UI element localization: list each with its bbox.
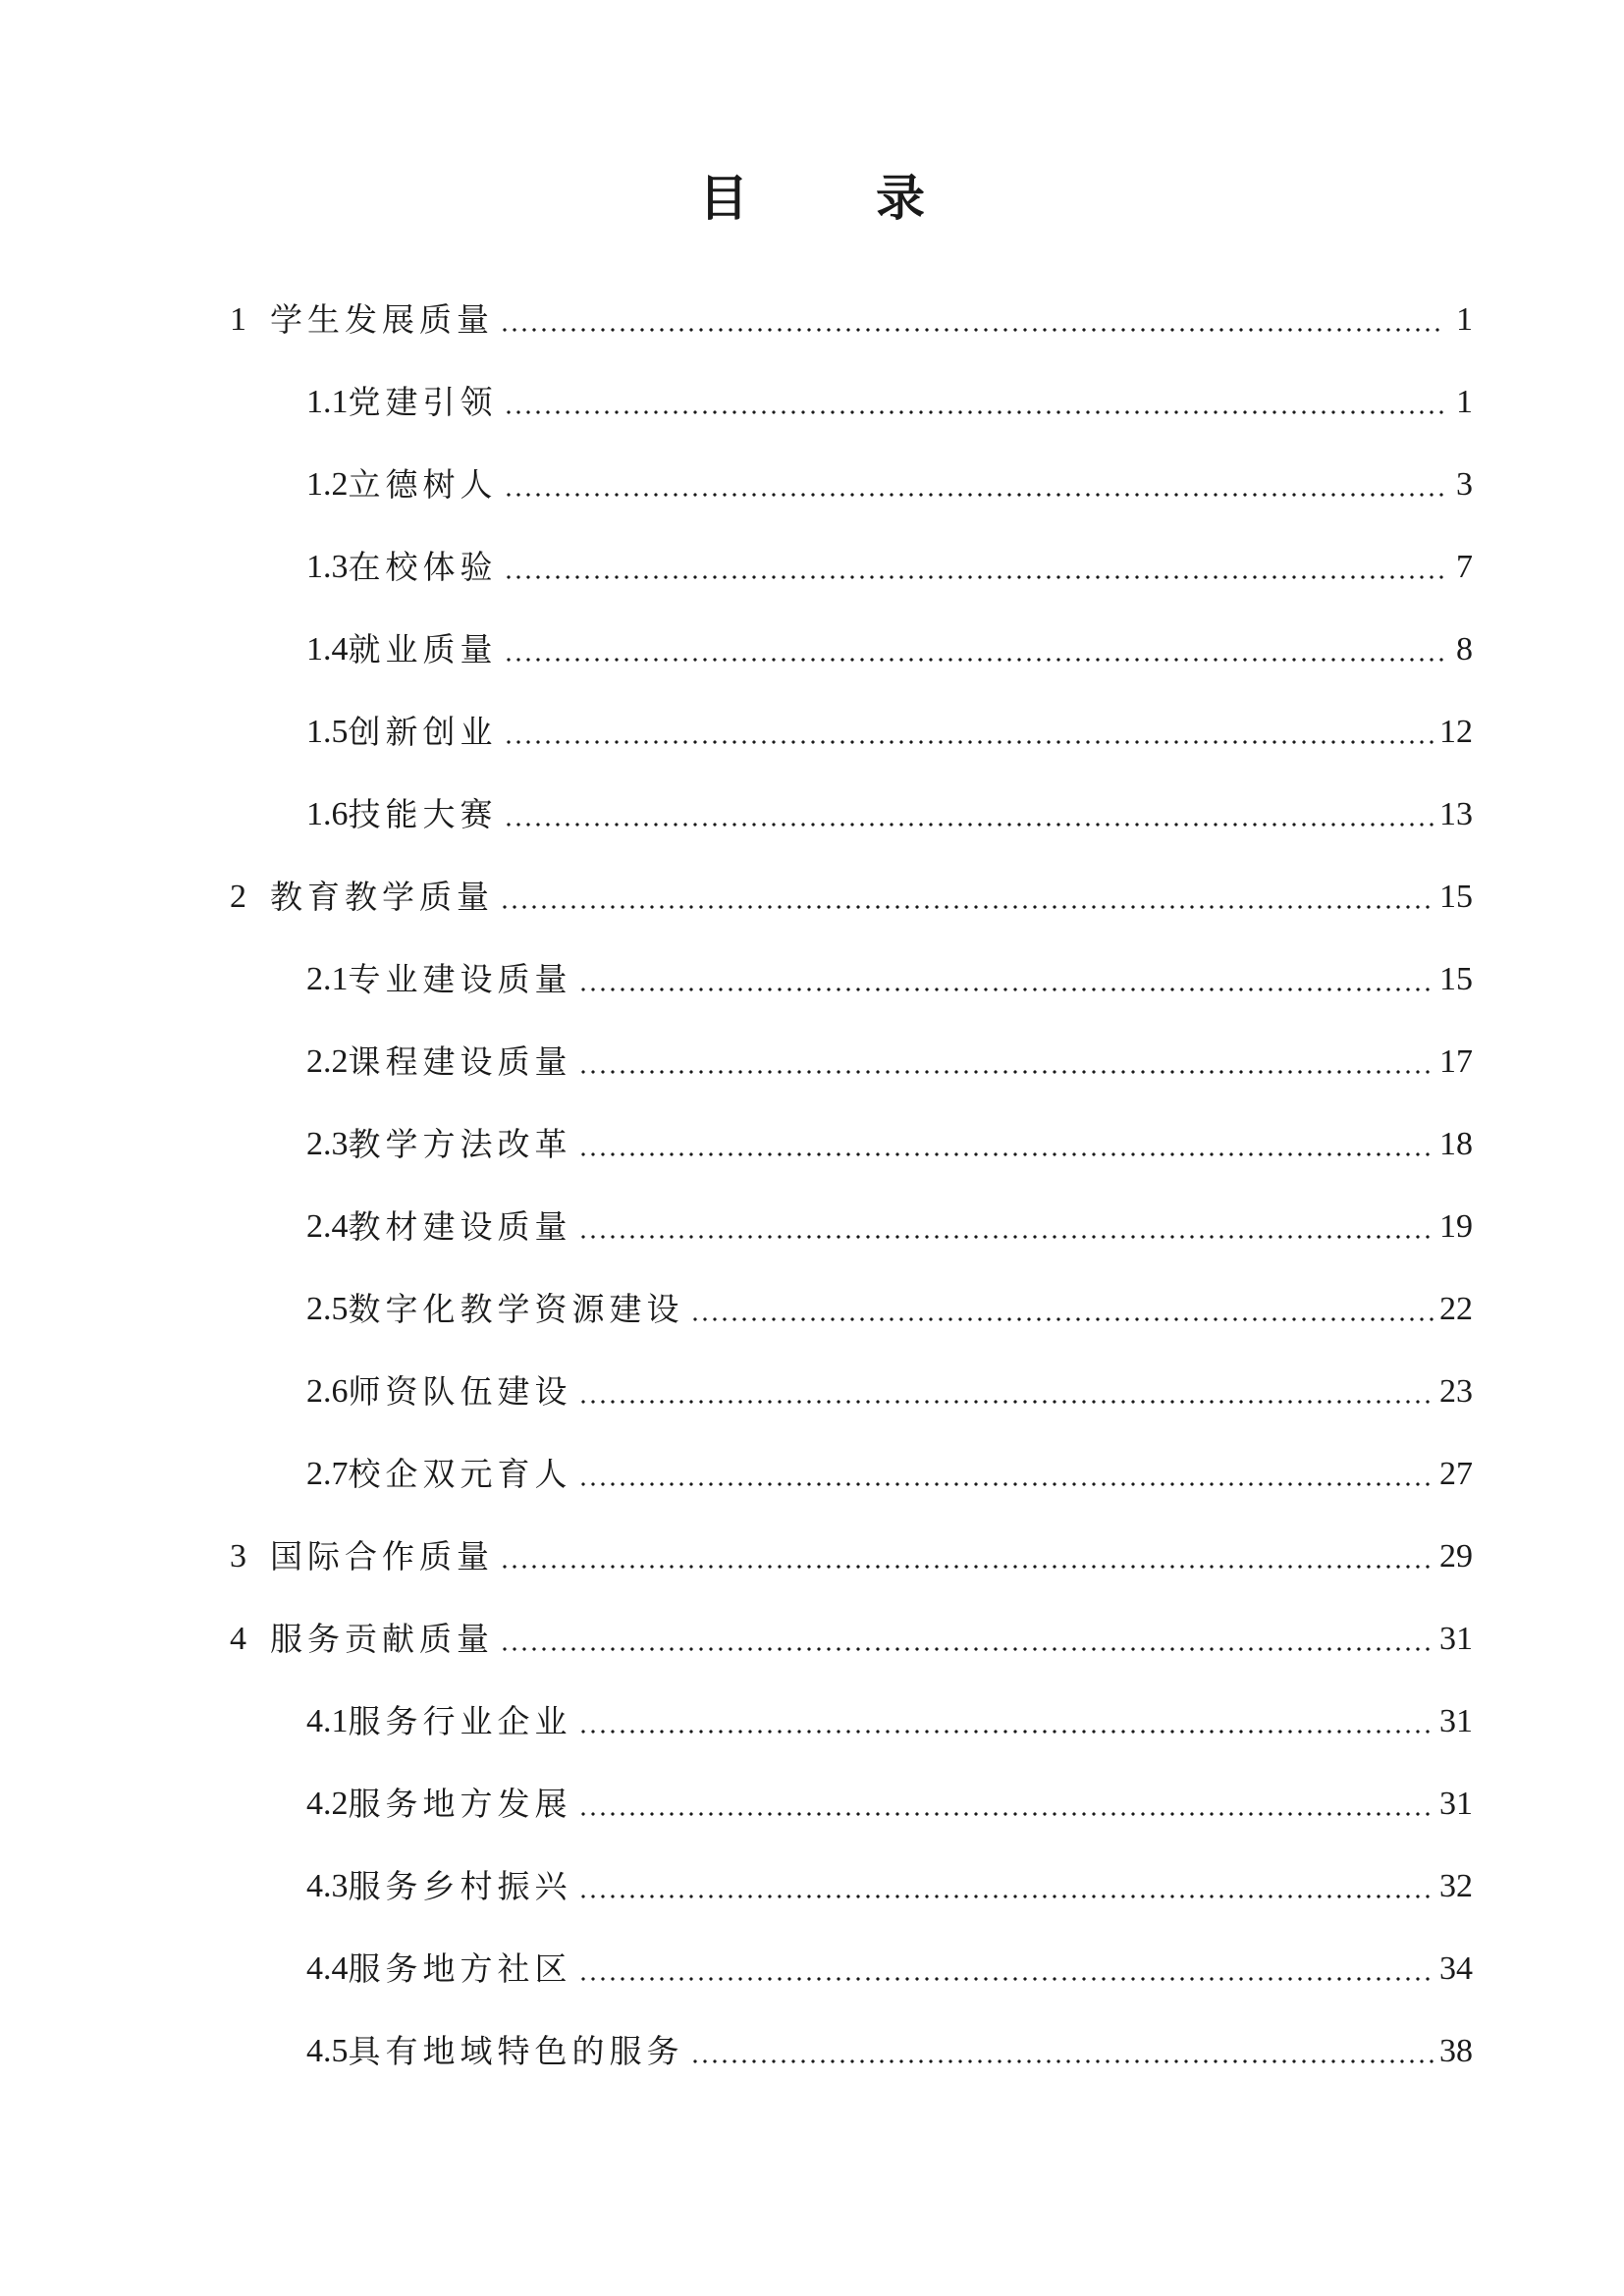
toc-entry-label: 技能大赛 (348, 795, 498, 833)
toc-entry-label: 国际合作质量 (270, 1537, 494, 1575)
toc-entry-page-number: 17 (1439, 1043, 1473, 1080)
toc-entry-number: 4.3 (306, 1868, 349, 1904)
toc-entry-label: 师资队伍建设 (348, 1372, 572, 1411)
toc-entry-page-number: 15 (1439, 879, 1473, 915)
dot-leader (578, 1895, 1435, 1898)
toc-entry-number: 4.1 (306, 1703, 349, 1739)
toc-entry-label: 学生发展质量 (270, 300, 494, 339)
dot-leader (504, 575, 1446, 579)
dot-leader (500, 1565, 1434, 1569)
toc-entry-number: 2 (230, 879, 246, 915)
toc-entry-page-number: 13 (1439, 796, 1473, 832)
toc-entry-page-number: 1 (1456, 301, 1473, 338)
dot-leader (500, 328, 1445, 332)
toc-entry[interactable] (306, 1439, 1473, 1494)
toc-entry-number: 4.2 (306, 1786, 349, 1822)
toc-entry-page-number: 34 (1439, 1950, 1473, 1987)
toc-entry-page-number: 1 (1456, 384, 1473, 420)
toc-entry-number: 2.3 (306, 1126, 349, 1162)
toc-entry-number: 1 (230, 301, 246, 338)
toc-entry-page-number: 38 (1439, 2033, 1473, 2069)
dot-leader (578, 1235, 1435, 1239)
toc-entry[interactable] (306, 2016, 1473, 2071)
toc-entry-page-number: 29 (1439, 1538, 1473, 1575)
dot-leader (500, 1647, 1434, 1651)
toc-entry[interactable] (230, 1604, 1473, 1659)
dot-leader (578, 1977, 1435, 1981)
dot-leader (500, 905, 1434, 909)
toc-entry-number: 1.5 (306, 714, 349, 750)
page-title: 目 录 (699, 169, 964, 227)
dot-leader (578, 1152, 1435, 1156)
toc-entry-page-number: 15 (1439, 961, 1473, 997)
toc-entry-page-number: 31 (1439, 1786, 1473, 1822)
toc-entry-number: 2.5 (306, 1291, 349, 1327)
toc-entry[interactable] (306, 1027, 1473, 1082)
toc-entry-label: 立德树人 (348, 465, 498, 504)
toc-entry[interactable] (306, 1357, 1473, 1412)
dot-leader (504, 740, 1435, 744)
toc-entry-label: 专业建设质量 (348, 960, 572, 998)
dot-leader (690, 2059, 1435, 2063)
toc-entry[interactable] (306, 697, 1473, 752)
toc-entry-label: 服务贡献质量 (270, 1620, 494, 1658)
dot-leader (504, 410, 1446, 414)
toc-entry-label: 教材建设质量 (348, 1207, 572, 1246)
toc-entry-page-number: 12 (1439, 714, 1473, 750)
toc-entry-page-number: 8 (1456, 631, 1473, 667)
toc-entry-number: 1.4 (306, 631, 349, 667)
toc-entry[interactable] (306, 1769, 1473, 1824)
toc-entry-label: 服务地方社区 (348, 1949, 572, 1988)
toc-entry-label: 在校体验 (348, 548, 498, 586)
toc-entry-label: 就业质量 (348, 630, 498, 668)
toc-entry-page-number: 3 (1456, 466, 1473, 503)
toc-entry-number: 2.1 (306, 961, 349, 997)
toc-entry-number: 1.2 (306, 466, 349, 503)
toc-entry[interactable] (306, 614, 1473, 669)
toc-entry-page-number: 32 (1439, 1868, 1473, 1904)
toc-entry-page-number: 31 (1439, 1621, 1473, 1657)
toc-entry-label: 服务地方发展 (348, 1785, 572, 1823)
toc-entry-label: 课程建设质量 (348, 1042, 572, 1081)
toc-entry-page-number: 7 (1456, 549, 1473, 585)
dot-leader (578, 1812, 1435, 1816)
toc-entry[interactable] (230, 862, 1473, 917)
dot-leader (504, 823, 1435, 827)
toc-entry-number: 3 (230, 1538, 246, 1575)
toc-entry-label: 党建引领 (348, 383, 498, 421)
dot-leader (690, 1317, 1435, 1321)
toc-entry-label: 校企双元育人 (348, 1455, 572, 1493)
toc-entry-label: 教育教学质量 (270, 878, 494, 916)
dot-leader (578, 1730, 1435, 1734)
toc-entry-number: 4.5 (306, 2033, 349, 2069)
toc-entry-number: 4 (230, 1621, 246, 1657)
dot-leader (578, 1482, 1435, 1486)
toc-entry-number: 1.6 (306, 796, 349, 832)
toc-entry-page-number: 23 (1439, 1373, 1473, 1410)
dot-leader (504, 658, 1446, 662)
toc-entry[interactable] (306, 779, 1473, 834)
toc-entry[interactable] (230, 285, 1473, 340)
toc-entry-number: 2.7 (306, 1456, 349, 1492)
toc-entry[interactable] (306, 1109, 1473, 1164)
toc-entry-page-number: 27 (1439, 1456, 1473, 1492)
toc-entry[interactable] (306, 1686, 1473, 1741)
toc-entry-number: 2.4 (306, 1208, 349, 1245)
dot-leader (578, 1400, 1435, 1404)
toc-entry-page-number: 18 (1439, 1126, 1473, 1162)
toc-entry[interactable] (306, 1851, 1473, 1906)
toc-entry-label: 数字化教学资源建设 (348, 1290, 684, 1328)
toc-entry-number: 2.6 (306, 1373, 349, 1410)
dot-leader (504, 493, 1446, 497)
toc-entry[interactable] (306, 1274, 1473, 1329)
toc-entry[interactable] (306, 1192, 1473, 1247)
toc-entry[interactable] (306, 944, 1473, 999)
toc-entry-label: 服务行业企业 (348, 1702, 572, 1740)
toc-entry[interactable] (306, 1934, 1473, 1989)
toc-entry[interactable] (306, 532, 1473, 587)
toc-entry[interactable] (230, 1522, 1473, 1576)
dot-leader (578, 1070, 1435, 1074)
toc-entry-number: 1.1 (306, 384, 349, 420)
toc-entry-page-number: 22 (1439, 1291, 1473, 1327)
toc-entry-page-number: 19 (1439, 1208, 1473, 1245)
toc-entry-label: 具有地域特色的服务 (348, 2032, 684, 2070)
toc-entry-label: 服务乡村振兴 (348, 1867, 572, 1905)
toc-entry-page-number: 31 (1439, 1703, 1473, 1739)
toc-entry-number: 1.3 (306, 549, 349, 585)
dot-leader (578, 988, 1435, 991)
toc-entry-number: 4.4 (306, 1950, 349, 1987)
toc-entry-label: 教学方法改革 (348, 1125, 572, 1163)
toc-entry-number: 2.2 (306, 1043, 349, 1080)
toc-entry[interactable] (306, 450, 1473, 505)
toc-entry-label: 创新创业 (348, 713, 498, 751)
toc-entry[interactable] (306, 367, 1473, 422)
